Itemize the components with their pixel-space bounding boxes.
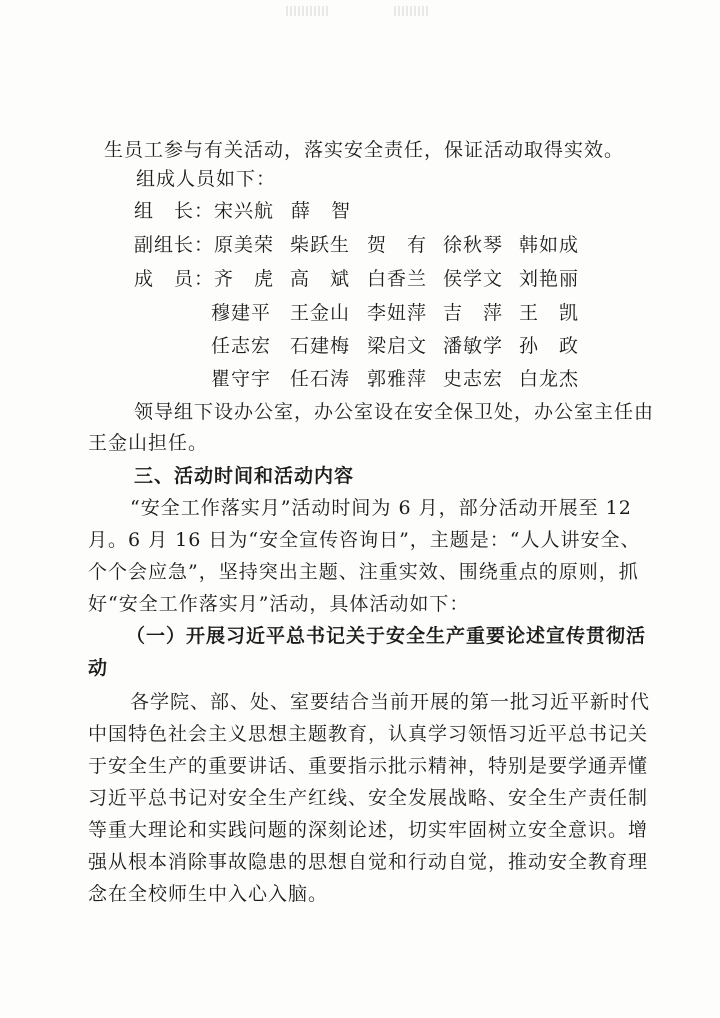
- member-name: 石建梅: [290, 335, 351, 357]
- member-name: 梁启文: [367, 335, 428, 357]
- member-name: 王金山: [290, 302, 351, 324]
- member-name: 郭雅萍: [367, 368, 428, 390]
- section-heading: 三、活动时间和活动内容: [134, 465, 355, 487]
- leader-label: 组 长：: [134, 200, 215, 222]
- member-name: 穆建平: [211, 302, 272, 324]
- deputy-label: 副组长：: [134, 234, 215, 256]
- member-name: 孙 政: [519, 335, 580, 357]
- leader-name: 薛 智: [291, 200, 352, 222]
- scan-artifact: [394, 6, 428, 16]
- member-name: 王 凯: [519, 302, 580, 324]
- subsection-heading: 动: [88, 657, 109, 679]
- member-name: 吉 萍: [443, 302, 504, 324]
- member-name: 任石涛: [290, 368, 351, 390]
- deputy-name: 韩如成: [519, 234, 580, 256]
- deputy-name: 原美荣: [214, 234, 275, 256]
- deputy-name: 柴跃生: [290, 234, 351, 256]
- paragraph-line: 个个会应急”，坚持突出主题、注重实效、围绕重点的原则，抓: [88, 561, 639, 583]
- members-intro: 组成人员如下：: [136, 168, 277, 190]
- deputy-name: 贺 有: [367, 234, 428, 256]
- member-name: 潘敏学: [443, 335, 504, 357]
- scan-artifact: [286, 6, 330, 16]
- member-name: 高 斌: [290, 268, 351, 290]
- office-line: 王金山担任。: [88, 432, 209, 454]
- member-name: 齐 虎: [214, 268, 275, 290]
- member-name: 白香兰: [367, 268, 428, 290]
- paragraph-line: 念在全校师生中入心入脑。: [88, 883, 329, 905]
- deputy-name: 徐秋琴: [443, 234, 504, 256]
- member-name: 瞿守宇: [211, 368, 272, 390]
- paragraph-line: 好“安全工作落实月”活动，具体活动如下：: [88, 593, 470, 615]
- paragraph-line: 于安全生产的重要讲话、重要指示批示精神，特别是要学通弄懂: [88, 755, 649, 777]
- paragraph-line: 强从根本消除事故隐患的思想自觉和行动自觉，推动安全教育理: [88, 851, 649, 873]
- paragraph-line: 中国特色社会主义思想主题教育，认真学习领悟习近平总书记关: [88, 723, 649, 745]
- member-name: 白龙杰: [519, 368, 580, 390]
- subsection-heading: （一）开展习近平总书记关于安全生产重要论述宣传贯彻活: [126, 625, 647, 647]
- paragraph-line: “安全工作落实月”活动时间为 6 月，部分活动开展至 12: [130, 497, 632, 519]
- office-line: 领导组下设办公室，办公室设在安全保卫处，办公室主任由: [134, 401, 655, 423]
- paragraph-line: 月。6 月 16 日为“安全宣传咨询日”，主题是：“人人讲安全、: [88, 529, 641, 551]
- member-name: 侯学文: [443, 268, 504, 290]
- member-name: 刘艳丽: [519, 268, 580, 290]
- paragraph-line: 等重大理论和实践问题的深刻论述，切实牢固树立安全意识。增: [88, 819, 649, 841]
- member-name: 任志宏: [211, 335, 272, 357]
- intro-tail-line: 生员工参与有关活动，落实安全责任，保证活动取得实效。: [104, 139, 625, 161]
- members-label: 成 员：: [134, 268, 215, 290]
- paragraph-line: 各学院、部、处、室要结合当前开展的第一批习近平新时代: [130, 691, 651, 713]
- member-name: 史志宏: [443, 368, 504, 390]
- leader-name: 宋兴航: [214, 200, 275, 222]
- member-name: 李妞萍: [367, 302, 428, 324]
- paragraph-line: 习近平总书记对安全生产红线、安全发展战略、安全生产责任制: [88, 787, 649, 809]
